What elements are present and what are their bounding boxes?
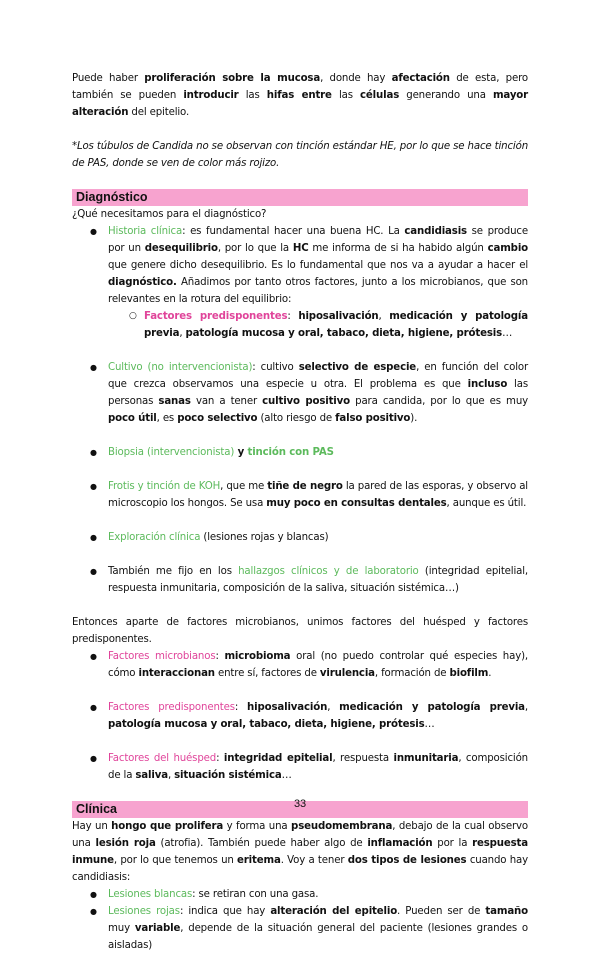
list-item-hallazgos [72,563,528,597]
list-item-lesiones-rojas [72,903,528,954]
text-run: : [234,702,248,713]
text-run: inmunitaria [393,753,459,764]
text-run: tinción con PAS [247,447,334,458]
text-run: poco selectivo [177,413,258,424]
text-run: hiposalivación [298,311,379,322]
text-run: inflamación [367,838,433,849]
text-run: patología mucosa y oral, tabaco, dieta, higiene, prótesis [185,328,503,339]
text-run: sanas [158,396,191,407]
text-run: células [360,90,400,101]
text-run: lesión roja [95,838,156,849]
text-run: integridad epitelial [223,753,333,764]
text-run: entre sí, factores de [214,668,320,679]
text-run: selectivo de especie [298,362,417,373]
section-heading-diagnostico: Diagnóstico [72,189,528,206]
text-run: hifas entre [266,90,332,101]
text-run: hallazgos clínicos y de laboratorio [238,566,419,577]
text-run: falso positivo [335,413,411,424]
text-run: muy poco en consultas dentales [266,498,447,509]
text-run: Añadimos por tanto otros factores, junto a los microbianos, que son relevantes en la rotura del equilibrio: [108,277,528,305]
text-run: ). [410,413,418,424]
text-run: (alto riesgo de [257,413,336,424]
text-run: microbioma [224,651,291,662]
text-run: hongo que prolifera [111,821,224,832]
text-run: , composición de la [108,753,528,781]
text-run: , respuesta [332,753,394,764]
section-heading-clinica: Clínica [72,801,528,818]
text-run: También me fijo en los [108,566,239,577]
text-run: , por lo que tenemos un [113,855,238,866]
text-run: proliferación sobre la mucosa [144,73,321,84]
text-run: Lesiones blancas [108,889,193,900]
list-item-biopsia [72,444,528,461]
text-run: Puede haber [72,73,145,84]
text-run: incluso [467,379,508,390]
list-item-exploracion [72,529,528,546]
text-run: : indica que hay [179,906,271,917]
text-run: , que me [220,481,268,492]
text-run: , [167,770,175,781]
text-run: por la [432,838,473,849]
text-run: , depende de la situación general del paciente (lesiones grandes o aisladas) [108,923,528,951]
text-run: eritema [237,855,281,866]
text-run: Lesiones rojas [108,906,180,917]
text-run: Frotis y tinción de KOH [108,481,221,492]
text-run: , aunque es útil. [446,498,527,509]
text-run: mayor alteración [72,90,529,118]
text-run: Cultivo (no intervencionista) [108,362,253,373]
pas-stain-note: *Los túbulos de Candida no se observan con tinción estándar HE, por lo que se hace tinción de PAS, donde se ven de color más rojizo. [72,141,528,169]
text-run: (lesiones rojas y blancas) [200,532,329,543]
list-item-factores-predisponentes [72,699,528,733]
text-run: , formación de [374,668,450,679]
text-run: dos tipos de lesiones [347,855,467,866]
text-run: … [502,328,513,339]
text-run: … [424,719,435,730]
text-run: tamaño [485,906,529,917]
text-run: . [488,668,492,679]
text-run: … [281,770,292,781]
page-number: 33 [294,798,306,810]
text-run: : se retiran con una gasa. [192,889,319,900]
text-run: Hay un [72,821,112,832]
text-run: de esta, pero también se pueden [72,73,528,101]
list-item-historia-clinica [72,223,528,342]
text-run: del epitelio. [128,107,190,118]
list-item-factores-microbianos [72,648,528,682]
text-run: , por lo que la [217,243,293,254]
lesion-types-list [72,886,528,954]
text-run: situación sistémica [174,770,282,781]
text-run: , debajo de la cual observo una [72,821,528,849]
text-run: patología mucosa y oral, tabaco, dieta, higiene, prótesis [108,719,425,730]
text-run: Factores predisponentes [108,702,235,713]
text-run: medicación y patología previa [339,702,525,713]
text-run: y forma una [223,821,292,832]
text-run: , es [156,413,178,424]
text-run: Factores predisponentes [144,311,288,322]
summary-intro: Entonces aparte de factores microbianos, unimos factores del huésped y factores predisponentes. [72,617,528,645]
text-run: , [179,328,186,339]
text-run: la pared de las esporas, y observo al microscopio los hongos. Se usa [108,481,528,509]
text-run: tiñe de negro [267,481,343,492]
text-run: introducir [183,90,239,101]
text-run: alteración del epitelio [270,906,398,917]
text-run: las [238,90,267,101]
text-run: : [287,311,299,322]
clinica-paragraph [72,818,528,886]
document-page [72,70,528,954]
text-run: que genere dicho desequilibrio. Es lo fundamental que nos va a ayudar a hacer el [108,260,528,271]
text-run: van a tener [190,396,263,407]
text-run: , [378,311,390,322]
text-run: . Pueden ser de [397,906,486,917]
text-run: muy [108,923,135,934]
text-run: HC [292,243,309,254]
text-run: : [215,651,225,662]
text-run: (atrofia). También puede haber algo de [155,838,368,849]
text-run: . Voy a tener [280,855,348,866]
text-run: las personas [108,379,528,407]
text-run: pseudomembrana [291,821,393,832]
text-run: , donde hay [320,73,392,84]
factors-list [72,648,528,784]
list-item-frotis [72,478,528,512]
text-run: interaccionan [138,668,215,679]
text-run: y [234,447,248,458]
text-run: , en función del color que crezca observamos una especie u otra. El problema es que [108,362,529,390]
sublist-item-factores-predisponentes [108,308,528,342]
text-run: saliva [135,770,168,781]
text-run: cambio [487,243,529,254]
text-run: cuando hay candidiasis: [72,855,529,883]
diagnostico-question: ¿Qué necesitamos para el diagnóstico? [72,209,267,220]
text-run: Factores del huésped [108,753,217,764]
text-run: , [327,702,340,713]
text-run: para candida, por lo que es muy [350,396,529,407]
text-run: candidiasis [404,226,467,237]
text-run: poco útil [108,413,157,424]
text-run: , [524,702,528,713]
text-run: desequilibrio [144,243,218,254]
text-run: Biopsia (intervencionista) [108,447,235,458]
list-item-factores-huesped [72,750,528,784]
text-run: : [216,753,224,764]
text-run: : cultivo [252,362,299,373]
text-run: diagnóstico. [108,277,177,288]
text-run: Factores microbianos [108,651,216,662]
text-run: respuesta inmune [72,838,528,866]
text-run: Historia clínica [108,226,183,237]
text-run: oral (no puedo controlar qué especies hay), cómo [108,651,528,679]
text-run: hiposalivación [247,702,328,713]
text-run: generando una [399,90,493,101]
text-run: variable [134,923,181,934]
text-run: se produce por un [108,226,528,254]
text-run: me informa de si ha habido algún [308,243,488,254]
text-run: cultivo positivo [262,396,350,407]
text-run: Exploración clínica [108,532,201,543]
text-run: las [331,90,361,101]
intro-paragraph [72,70,528,121]
list-item-cultivo [72,359,528,427]
list-item-lesiones-blancas [72,886,528,903]
diagnostic-methods-list [72,223,528,597]
list-item-text [108,226,528,305]
text-run: biofilm [449,668,489,679]
text-run: : es fundamental hacer una buena HC. La [182,226,405,237]
text-run: afectación [391,73,450,84]
text-run: (integridad epitelial, respuesta inmunitaria, composición de la saliva, situación sistémica…) [108,566,529,594]
text-run: virulencia [319,668,375,679]
text-run: medicación y patología previa [144,311,528,339]
sublist [108,308,528,342]
